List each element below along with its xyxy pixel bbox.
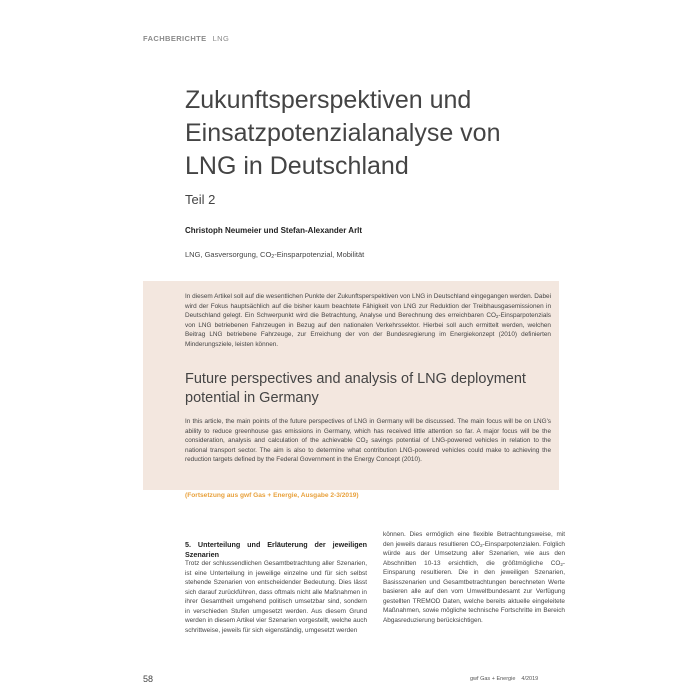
abstract-german-subscript: 2	[495, 314, 499, 320]
body-text: -Einsparung resultieren. Die in den jeweiligen Szenarien, Basisszenarien und Gesamtbetrachtungen berechneten Werte basieren alle auf den vom Umweltbundesamt zur Verfügung gestellten TREMOD Daten, welche bereits aktuelle eingeleitete Maßnahmen, sowie mögliche technische Fortschritte im Bereich Abgasreduzierung berücksichtigen.	[383, 559, 565, 624]
body-paragraph: Trotz der schlussendlichen Gesamtbetrachtung aller Szenarien, ist eine Unterteilung in jeweilige einzelne und für sich selbst stehende Szenarien von entscheidender Bedeutung. Dies lässt sich darauf zurückführen, dass oftmals nicht alle Maßnahmen in ihrer Gesamtheit umgehend politisch umsetzbar sind, sondern in verschieden Stufen umgesetzt werden. Aus diesem Grund werden in diesem Artikel vier Szenarien vorgestellt, welche auch schrittweise, jeweils für sich eigenständig, umgesetzt werden	[185, 560, 367, 634]
article-part: Teil 2	[185, 192, 216, 207]
keywords-text: LNG, Gasversorgung, CO	[185, 250, 272, 259]
article-title: Zukunftsperspektiven und Einsatzpotenzialanalyse von LNG in Deutschland	[185, 86, 501, 180]
continuation-note: (Fortsetzung aus gwf Gas + Energie, Ausgabe 2-3/2019)	[185, 492, 359, 499]
abstract-german-text: In diesem Artikel soll auf die wesentlichen Punkte der Zukunftsperspektiven von LNG in Deutschland eingegangen werden. Dabei wird der Fokus hauptsächlich auf die bisher kaum beachtete Fähigkeit von LNG zur Reduktion der Treibhausgasemissionen in Deutschland gelegt. Ein Schwerpunkt wird die Betrachtung, Analyse und Berechnung des erreichbaren CO	[185, 293, 551, 320]
body-text: -Einsparpotenzialen. Folglich würde aus der Umsetzung aller Szenarien, wie aus den Abschnitten 10-13 ersichtlich, die größtmögliche CO	[383, 540, 565, 567]
body-paragraph-continued	[383, 530, 565, 625]
body-subscript: 2	[560, 561, 563, 567]
keywords-subscript: 2	[271, 254, 275, 260]
english-title: Future perspectives and analysis of LNG deployment potential in Germany	[185, 371, 526, 406]
abstract-english-text: In this article, the main points of the future perspectives of LNG in Germany will be discussed. The main focus will be on LNG's ability to reduce greenhouse gas emissions in Germany, which has received little attention so far. A major focus will be the consideration, analysis and calculation of the achievable CO	[185, 418, 551, 445]
running-header	[143, 34, 229, 43]
section-label: FACHBERICHTE	[143, 34, 207, 43]
journal-issue: 4/2019	[521, 676, 539, 682]
body-column-right	[383, 530, 565, 625]
topic-label: LNG	[212, 34, 230, 43]
body-subscript: 2	[480, 542, 483, 548]
page-number: 58	[143, 674, 154, 684]
body-text: können. Dies ermöglich eine flexible Betrachtungsweise, mit den jeweils daraus resultieren CO	[383, 531, 565, 548]
article-keywords	[185, 250, 364, 259]
abstract-german	[185, 292, 551, 350]
body-column-left	[185, 540, 367, 635]
journal-name: gwf Gas + Energie	[470, 676, 516, 682]
footer-journal	[470, 676, 538, 682]
section-heading: 5. Unterteilung und Erläuterung der jeweiligen Szenarien	[185, 540, 367, 559]
abstract-english-subscript: 2	[365, 439, 368, 445]
keywords-text-end: -Einsparpotenzial, Mobilität	[274, 250, 365, 259]
abstract-english-text-end: savings potential of LNG-powered vehicles in relation to the national transport sector. The aim is also to determine what contribution LNG-powered vehicles could make to achieving the reduction targets defined by the Federal Government in the Energy Concept (2010).	[185, 437, 551, 464]
abstract-german-text-end: -Einsparpotenzials von LNG betriebenen Fahrzeugen in Bezug auf den nationalen Verkehrssektor. Hierbei soll auch ermittelt werden, welchen Beitrag LNG betriebene Fahrzeuge, zur Erreichung der von der Bundesregierung im Energiekonzept (2010) definierten Minderungsziele, leisten können.	[185, 312, 551, 348]
abstract-english	[185, 417, 551, 465]
article-authors: Christoph Neumeier und Stefan-Alexander Arlt	[185, 226, 363, 235]
